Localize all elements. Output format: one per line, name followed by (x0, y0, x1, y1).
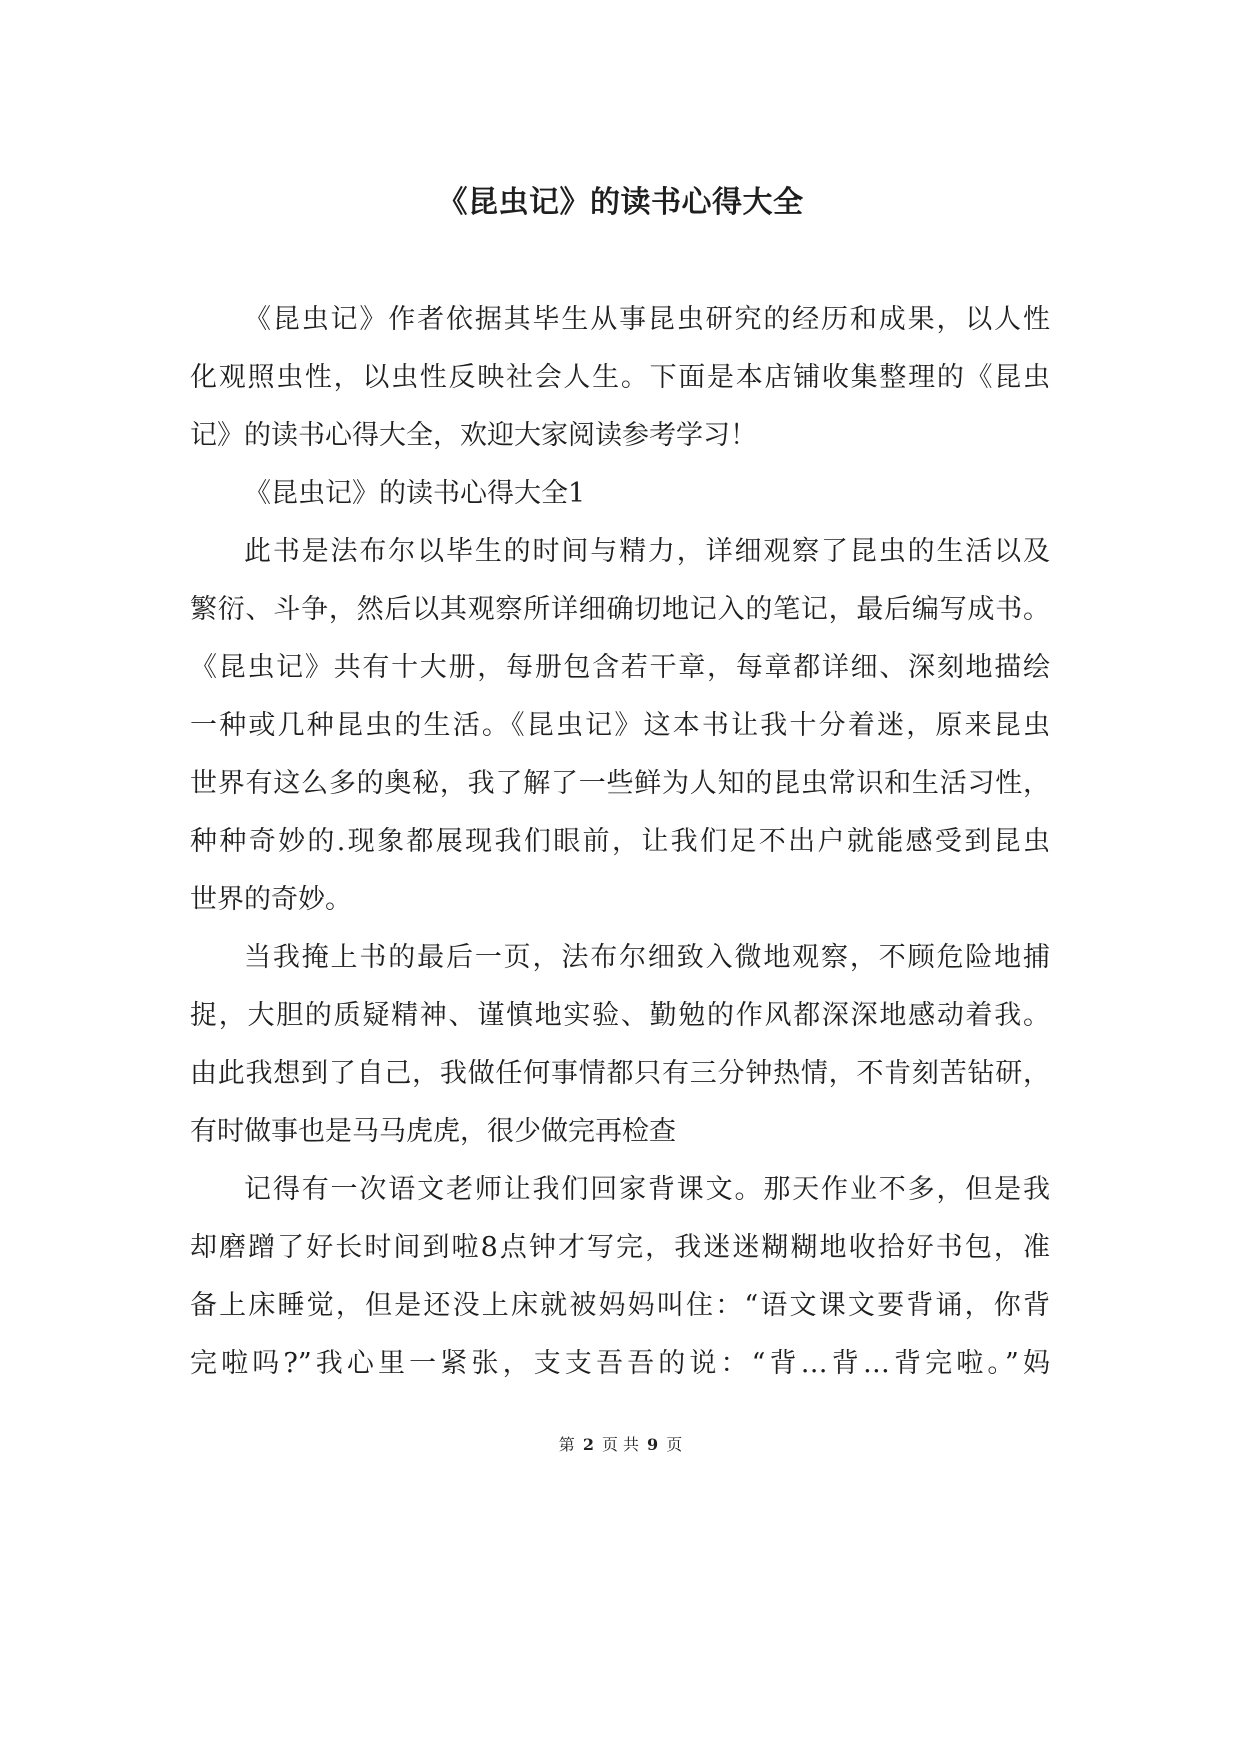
paragraph-line: 完啦吗?”我心里一紧张，支支吾吾的说：“背…背…背完啦。”妈 (190, 1348, 1050, 1379)
paragraph-line: 有时做事也是马马虎虎，很少做完再检查 (190, 1116, 676, 1147)
page-footer (0, 1432, 1241, 1458)
paragraph-line: 一种或几种昆虫的生活。《昆虫记》这本书让我十分着迷，原来昆虫 (190, 710, 1050, 741)
page-title: 《昆虫记》的读书心得大全 (437, 185, 804, 220)
paragraph-line: 种种奇妙的.现象都展现我们眼前，让我们足不出户就能感受到昆虫 (190, 826, 1050, 857)
paragraph-line: 化观照虫性，以虫性反映社会人生。下面是本店铺收集整理的《昆虫 (190, 362, 1050, 393)
footer-prefix: 第 (558, 1435, 575, 1454)
paragraph-line: 由此我想到了自己，我做任何事情都只有三分钟热情，不肯刻苦钻研， (190, 1058, 1050, 1089)
paragraph-line: 记得有一次语文老师让我们回家背课文。那天作业不多，但是我 (244, 1174, 1050, 1205)
footer-total-pages: 9 (647, 1435, 659, 1454)
section-heading: 《昆虫记》的读书心得大全1 (244, 478, 586, 509)
paragraph-line: 记》的读书心得大全，欢迎大家阅读参考学习！ (190, 420, 757, 451)
footer-suffix: 页 (666, 1435, 683, 1454)
paragraph-line: 《昆虫记》共有十大册，每册包含若干章，每章都详细、深刻地描绘 (190, 652, 1050, 683)
paragraph-line: 《昆虫记》作者依据其毕生从事昆虫研究的经历和成果，以人性 (244, 304, 1050, 335)
paragraph-line: 此书是法布尔以毕生的时间与精力，详细观察了昆虫的生活以及 (244, 536, 1050, 567)
paragraph-line: 却磨蹭了好长时间到啦8点钟才写完，我迷迷糊糊地收拾好书包，准 (190, 1232, 1050, 1263)
footer-middle: 页 共 (601, 1435, 640, 1454)
paragraph-line: 备上床睡觉，但是还没上床就被妈妈叫住：“语文课文要背诵，你背 (190, 1290, 1050, 1321)
footer-page-number: 2 (582, 1435, 594, 1454)
paragraph-line: 当我掩上书的最后一页，法布尔细致入微地观察，不顾危险地捕 (244, 942, 1050, 973)
document-body (190, 291, 1050, 1393)
paragraph-line: 繁衍、斗争，然后以其观察所详细确切地记入的笔记，最后编写成书。 (190, 594, 1050, 625)
paragraph-line: 捉，大胆的质疑精神、谨慎地实验、勤勉的作风都深深地感动着我。 (190, 1000, 1050, 1031)
paragraph-line: 世界有这么多的奥秘，我了解了一些鲜为人知的昆虫常识和生活习性， (190, 768, 1050, 799)
paragraph-line: 世界的奇妙。 (190, 884, 352, 915)
